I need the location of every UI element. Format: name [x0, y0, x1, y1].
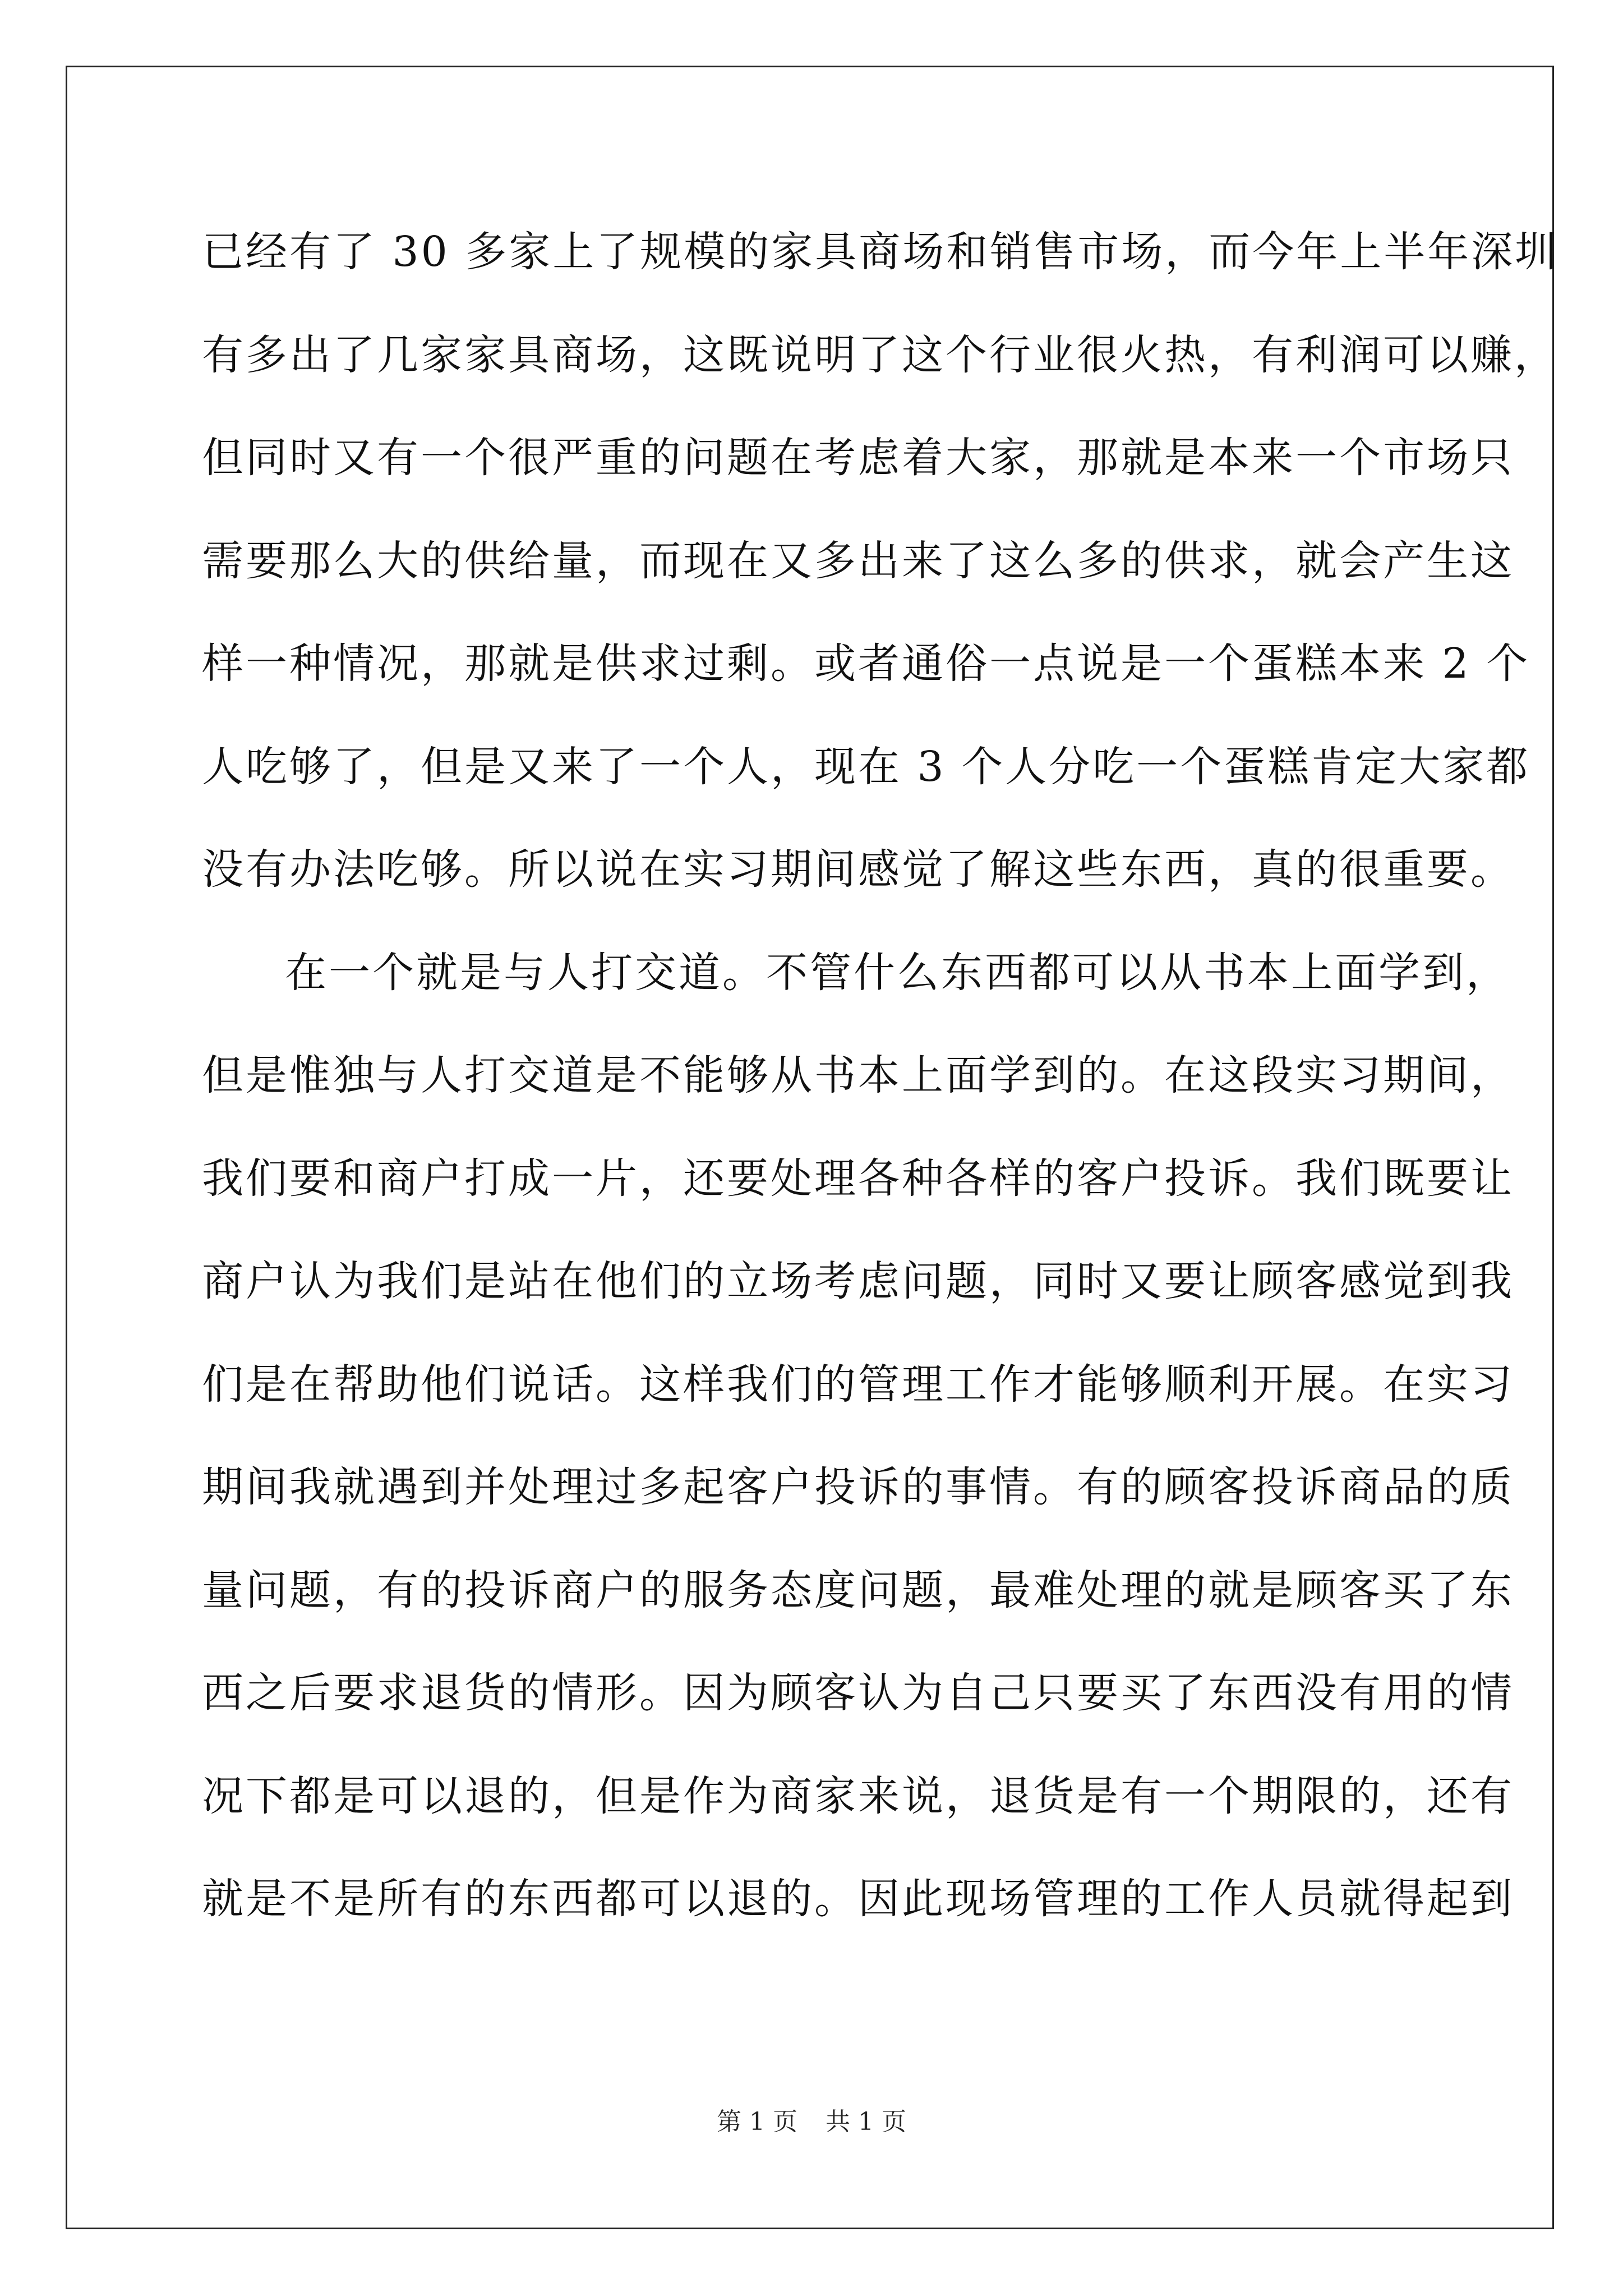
text-line-11: 商户认为我们是站在他们的立场考虑问题，同时又要让顾客感觉到我 — [202, 1257, 1514, 1305]
text-line-12: 们是在帮助他们说话。这样我们的管理工作才能够顺利开展。在实习 — [202, 1360, 1514, 1409]
page-total: 共 1 页 — [826, 2108, 906, 2136]
text-line-17: 就是不是所有的东西都可以退的。因此现场管理的工作人员就得起到 — [202, 1875, 1514, 1923]
text-line-4: 需要那么大的供给量，而现在又多出来了这么多的供求，就会产生这 — [202, 536, 1514, 585]
text-line-3: 但同时又有一个很严重的问题在考虑着大家，那就是本来一个市场只 — [202, 434, 1514, 482]
text-line-9: 但是惟独与人打交道是不能够从书本上面学到的。在这段实习期间， — [202, 1051, 1514, 1099]
text-line-1: 已经有了 30 多家上了规模的家具商场和销售市场，而今年上半年深圳 — [202, 228, 1559, 276]
text-line-13: 期间我就遇到并处理过多起客户投诉的事情。有的顾客投诉商品的质 — [202, 1463, 1514, 1511]
text-line-14: 量问题，有的投诉商户的服务态度问题，最难处理的就是顾客买了东 — [202, 1566, 1514, 1614]
text-line-16: 况下都是可以退的，但是作为商家来说，退货是有一个期限的，还有 — [202, 1772, 1514, 1820]
text-line-15: 西之后要求退货的情形。因为顾客认为自己只要买了东西没有用的情 — [202, 1669, 1514, 1717]
text-line-6: 人吃够了，但是又来了一个人，现在 3 个人分吃一个蛋糕肯定大家都 — [202, 742, 1530, 791]
page-number: 第 1 页 — [717, 2108, 797, 2136]
text-line-5: 样一种情况，那就是供求过剩。或者通俗一点说是一个蛋糕本来 2 个 — [202, 639, 1530, 688]
text-line-8-paragraph-start: 在一个就是与人打交道。不管什么东西都可以从书本上面学到， — [285, 948, 1510, 997]
text-line-10: 我们要和商户打成一片，还要处理各种各样的客户投诉。我们既要让 — [202, 1154, 1514, 1203]
document-body — [202, 221, 1559, 1971]
page-footer — [0, 2101, 1623, 2137]
text-line-7: 没有办法吃够。所以说在实习期间感觉了解这些东西，真的很重要。 — [202, 845, 1514, 894]
text-line-2: 有多出了几家家具商场，这既说明了这个行业很火热，有利润可以赚， — [202, 330, 1558, 379]
